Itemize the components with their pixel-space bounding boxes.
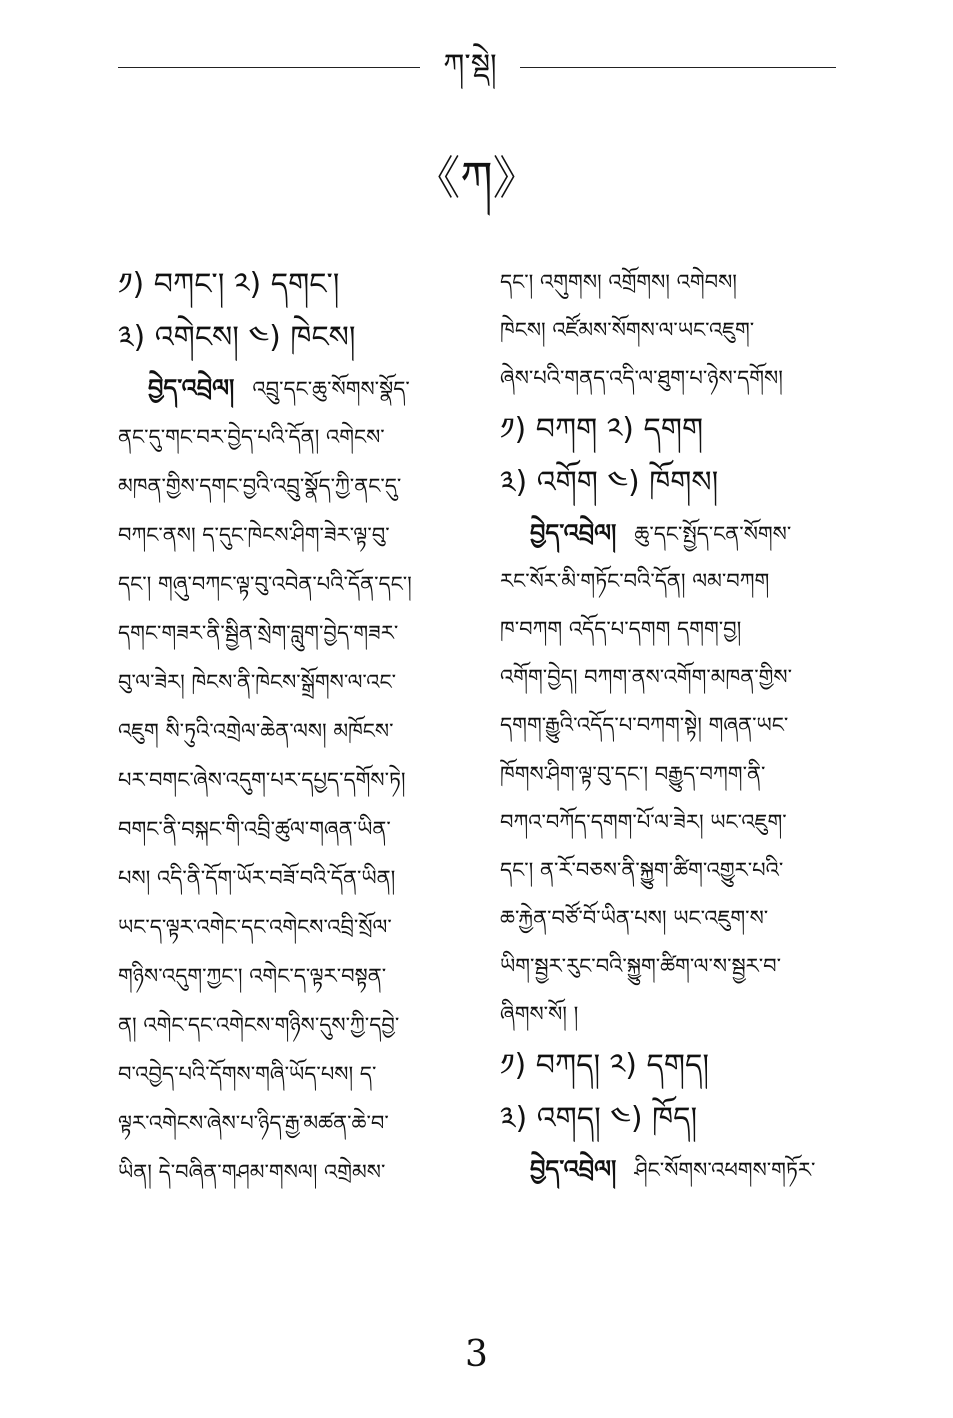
running-header	[0, 44, 953, 100]
line-text: ཁོགས་ཤིག་ལྟ་བུ་དང་། བརྒྱུད་བཀག་ནི་	[500, 761, 766, 786]
header-rule-right	[520, 67, 836, 68]
body-text-line	[500, 605, 845, 653]
body-text-line	[118, 854, 468, 903]
body-text-line	[500, 894, 845, 942]
line-text: ཡིན། དེ་བཞིན་གཤམ་གསལ། འགྲེམས་	[118, 1160, 386, 1184]
line-text: འབྲུ་དང་ཆུ་སོགས་སྣོད་	[252, 377, 410, 401]
line-text: བུ་ལ་ཟེར། ཁེངས་ནི་ཁེངས་སྒྲོགས་ལ་འང་	[118, 670, 396, 694]
running-head-title: ཀ་སྡེ།	[443, 48, 497, 83]
body-text-line	[118, 609, 468, 658]
section-title: 《ཀ》	[414, 151, 539, 205]
body-text-line	[500, 509, 845, 557]
line-text: ནང་དུ་གང་བར་བྱེད་པའི་དོན། འགེངས་	[118, 425, 385, 449]
left-column	[118, 258, 468, 1197]
line-text: བ་འབྱེད་པའི་དོགས་གཞི་ཡོད་པས། ད་	[118, 1062, 377, 1086]
header-rule-left	[118, 67, 420, 68]
line-text: འགོག་བྱེད། བཀག་ནས་འགོག་མཁན་གྱིས་	[500, 665, 793, 690]
body-text-line	[118, 1001, 468, 1050]
body-text-line	[500, 1145, 845, 1193]
body-text-line	[500, 701, 845, 749]
headword-line: ༣) འགོག ༤) ཁོགས།	[500, 464, 719, 500]
body-text-line	[500, 846, 845, 894]
body-text-line	[500, 653, 845, 701]
headword-line: ༡) བཀང་། ༢) དགང་།	[118, 267, 340, 302]
line-text: དགག་རྒྱུའི་འདོད་པ་བཀག་སྟེ། གཞན་ཡང་	[500, 713, 789, 738]
headword-line: ༡) བཀད། ༢) དགད།	[500, 1047, 709, 1083]
body-text-line	[500, 258, 845, 306]
body-text-line	[118, 511, 468, 560]
body-text-line	[500, 942, 845, 990]
body-text-line	[118, 1050, 468, 1099]
body-text-line	[500, 557, 845, 605]
body-text-line	[118, 952, 468, 1001]
body-text-line	[118, 756, 468, 805]
body-text-line	[118, 707, 468, 756]
line-text: ན། འགེང་དང་འགེངས་གཉིས་དུས་ཀྱི་དབྱེ་	[118, 1013, 400, 1037]
body-text-line	[118, 1099, 468, 1148]
body-text-line	[118, 805, 468, 854]
body-text-line	[500, 750, 845, 798]
line-text: དང་། གཞུ་བཀང་ལྟ་བུ་འབེན་པའི་དོན་དང་།	[118, 572, 412, 596]
body-text-line	[500, 798, 845, 846]
line-text: ཞིགས་སོ། །	[500, 1002, 579, 1027]
line-text: ཁེངས། འཛོམས་སོགས་ལ་ཡང་འཇུག་	[500, 318, 755, 343]
line-text: པར་བགང་ཞེས་འདུག་པར་དཔྱད་དགོས་ཏེ།	[118, 768, 406, 792]
body-text-line	[500, 354, 845, 402]
line-text: ལྟར་འགེངས་ཞེས་པ་ཉིད་རྒྱ་མཚན་ཆེ་བ་	[118, 1111, 389, 1135]
line-text: དང་། འགུགས། འགྲོགས། འགེབས།	[500, 270, 737, 294]
line-text: ཆ་རྐྱེན་བཙོ་བོ་ཡིན་པས། ཡང་འཇུག་ས་	[500, 906, 769, 931]
line-text: པས། འདི་ནི་དོག་ཡོར་བཟོ་བའི་དོན་ཡིན།	[118, 866, 396, 890]
line-text: ཤིང་སོགས་འཕགས་གཏོར་	[634, 1157, 816, 1182]
line-text: འཇུག སི་ཏུའི་འགྲེལ་ཆེན་ལས། མཁོངས་	[118, 719, 394, 743]
line-text: ཡིག་སྦྱར་རུང་བའི་སྐྱུག་ཚིག་ལ་ས་སྦྱར་བ་	[500, 954, 782, 979]
body-text-line	[500, 306, 845, 354]
line-text: མཁན་གྱིས་དགང་བྱའི་འབྲུ་སྣོད་ཀྱི་ནང་དུ་	[118, 474, 402, 498]
line-text: ཞེས་པའི་གནད་འདི་ལ་ཐུག་པ་ཉེས་དགོས།	[500, 366, 783, 391]
body-text-line	[118, 462, 468, 511]
gloss-label: བྱེད་འབྲེལ།	[530, 1154, 617, 1183]
gloss-label: བྱེད་འབྲེལ།	[530, 518, 617, 547]
page-number: 3	[465, 1334, 488, 1375]
headword-line: ༣) འགད། ༤) ཁོད།	[500, 1100, 698, 1136]
headword-line: ༡) བཀག ༢) དགག	[500, 411, 704, 447]
line-text: བགང་ནི་བསྐང་གི་འབྲི་ཚུལ་གཞན་ཡིན་	[118, 817, 391, 841]
line-text: ཡང་ད་ལྟར་འགེང་དང་འགེངས་འབྲི་སྲོལ་	[118, 915, 392, 939]
line-text: དགང་གཟར་ནི་སྦྱིན་སྲེག་བླུག་བྱེད་གཟར་	[118, 621, 399, 645]
body-text-line	[118, 560, 468, 609]
line-text: གཉིས་འདུག་ཀྱང་། འགེང་ད་ལྟར་བསྟན་	[118, 964, 387, 988]
body-text-line	[118, 658, 468, 707]
line-text: རང་སོར་མི་གཏོང་བའི་དོན། ལམ་བཀག	[500, 568, 770, 593]
body-text-line	[118, 903, 468, 952]
line-text: བཀང་ནས། ད་དུང་ཁེངས་ཤིག་ཟེར་ལྟ་བུ་	[118, 523, 390, 547]
line-text: དང་། ན་རོ་བཅས་ནི་སྐྱུག་ཚིག་འགྱུར་པའི་	[500, 857, 784, 882]
gloss-label: བྱེད་འབྲེལ།	[148, 374, 235, 402]
body-text-line	[500, 990, 845, 1038]
right-column	[500, 258, 845, 1193]
body-text-line	[118, 1148, 468, 1197]
body-text-line	[118, 364, 468, 413]
line-text: ཁ་བཀག འདོད་པ་དགག དགག་བྱ།	[500, 616, 742, 641]
line-text: བཀའ་བཀོད་དགག་པོ་ལ་ཟེར། ཡང་འཇུག་	[500, 809, 787, 834]
line-text: ཆུ་དང་སྤྱོད་ངན་སོགས་	[634, 521, 792, 546]
headword-line: ༣) འགེངས། ༤) ཁེངས།	[118, 320, 356, 355]
body-text-line	[118, 413, 468, 462]
